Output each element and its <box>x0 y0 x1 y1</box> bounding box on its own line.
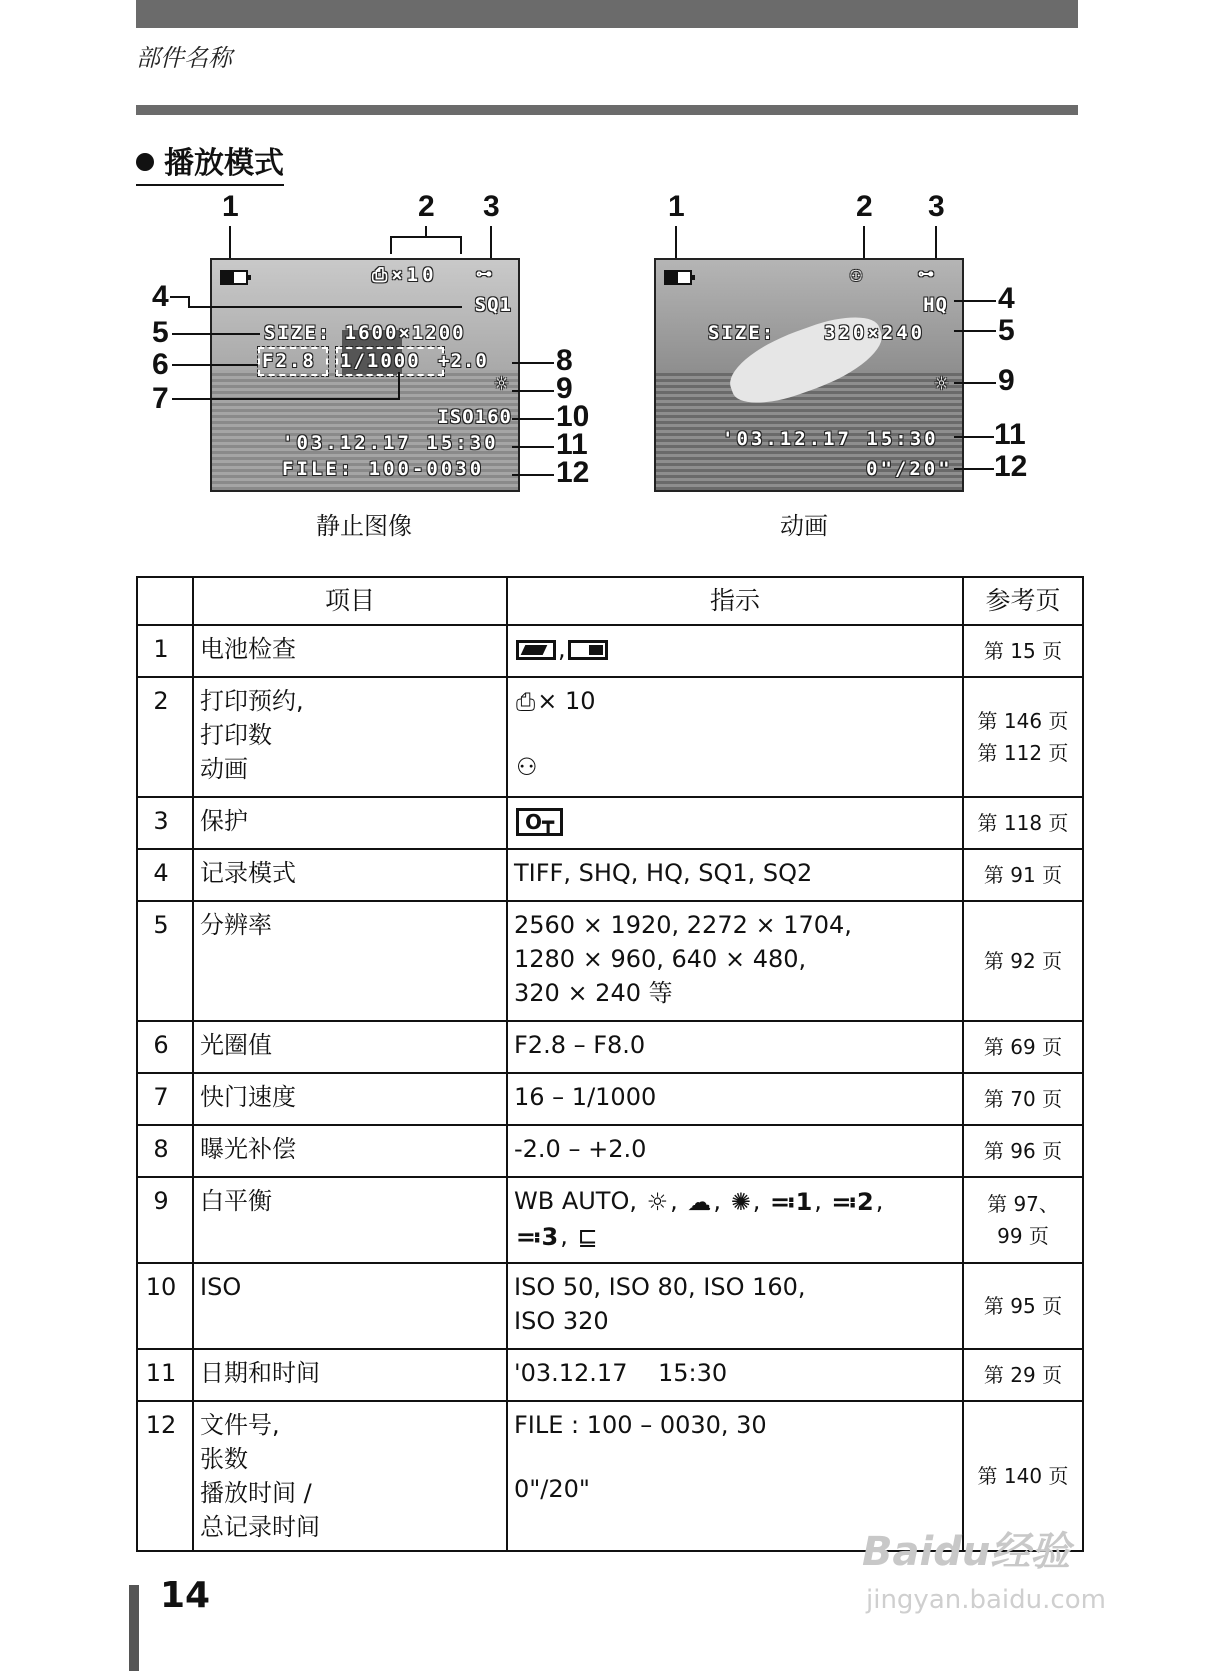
leader <box>425 226 427 238</box>
row-page: 第 15 页 <box>963 625 1083 677</box>
callout-1: 1 <box>222 190 239 223</box>
movie-lcd-screen <box>654 258 964 492</box>
row-item: 日期和时间 <box>193 1349 507 1401</box>
still-lcd-screen <box>210 258 520 492</box>
callout-10: 10 <box>556 400 590 433</box>
callout-5: 5 <box>152 316 169 349</box>
exposure-comp: +2.0 <box>438 350 488 372</box>
leader <box>170 296 188 298</box>
callout-4: 4 <box>152 280 169 313</box>
leader <box>172 398 400 400</box>
section-title: 部件名称 <box>136 44 232 72</box>
row-item <box>193 1401 507 1551</box>
row-indicator-line: 1280 × 960, 640 × 480, <box>514 945 807 973</box>
leader <box>460 236 462 254</box>
reference-table <box>136 576 1084 1552</box>
leader <box>512 390 554 392</box>
one-touch-wb-icon: ⊑ <box>577 1223 598 1251</box>
row-indicator-line: FILE : 100 – 0030, 30 <box>514 1411 767 1439</box>
row-item <box>193 677 507 797</box>
date-time: '03.12.17 15:30 <box>722 428 939 450</box>
callout-2: 2 <box>418 190 435 223</box>
row-indicator-line: 320 × 240 等 <box>514 979 673 1007</box>
row-page: 第 29 页 <box>963 1349 1083 1401</box>
aperture-box <box>258 347 328 376</box>
leader <box>675 226 677 262</box>
table-row <box>137 625 1083 677</box>
protect-key-icon: O┳ <box>516 808 563 836</box>
table-header-row <box>137 577 1083 625</box>
callout-5: 5 <box>998 314 1015 347</box>
callout-12: 12 <box>556 456 590 489</box>
row-number: 7 <box>137 1073 193 1125</box>
callout-3: 3 <box>928 190 945 223</box>
header-page: 参考页 <box>963 577 1083 625</box>
table-row <box>137 849 1083 901</box>
row-number: 4 <box>137 849 193 901</box>
row-number: 5 <box>137 901 193 1021</box>
callout-9: 9 <box>556 372 573 405</box>
table-row <box>137 1073 1083 1125</box>
table-row <box>137 677 1083 797</box>
header-item: 项目 <box>193 577 507 625</box>
row-indicator: '03.12.17 15:30 <box>507 1349 963 1401</box>
shutter-speed: 1/1000 <box>340 350 421 372</box>
row-page: 第 91 页 <box>963 849 1083 901</box>
wb-auto-label: WB AUTO, <box>514 1187 637 1215</box>
callout-11: 11 <box>556 428 588 461</box>
row-number: 9 <box>137 1177 193 1263</box>
mode-title <box>136 138 284 186</box>
row-indicator: 16 – 1/1000 <box>507 1073 963 1125</box>
table-row <box>137 901 1083 1021</box>
battery-icon <box>664 270 692 285</box>
row-page: 第 69 页 <box>963 1021 1083 1073</box>
print-icon: ⎙ <box>516 688 536 716</box>
date-time: '03.12.17 15:30 <box>282 432 499 454</box>
row-number: 6 <box>137 1021 193 1073</box>
row-indicator-line: 2560 × 1920, 2272 × 1704, <box>514 911 852 939</box>
callout-7: 7 <box>152 382 169 415</box>
leader <box>954 468 994 470</box>
table-row <box>137 1177 1083 1263</box>
header-number <box>137 577 193 625</box>
protect-icon: ⊶ <box>918 264 938 283</box>
row-indicator <box>507 797 963 849</box>
table-row <box>137 1263 1083 1349</box>
callout-1: 1 <box>668 190 685 223</box>
leader <box>512 362 554 364</box>
leader <box>172 364 258 366</box>
leader <box>512 474 554 476</box>
row-page-line: 99 页 <box>997 1224 1049 1248</box>
print-count: × 10 <box>537 687 596 715</box>
cloudy-icon: ☁ <box>687 1188 712 1216</box>
row-item-line: 张数 <box>200 1445 248 1473</box>
row-indicator-line: ISO 320 <box>514 1307 609 1335</box>
file-number: FILE: 100-0030 <box>282 458 485 480</box>
movie-icon: ⚇ <box>516 753 538 781</box>
row-number: 10 <box>137 1263 193 1349</box>
table-row <box>137 1349 1083 1401</box>
row-item-line: 总记录时间 <box>200 1513 320 1541</box>
row-item: ISO <box>193 1263 507 1349</box>
watermark-url: jingyan.baidu.com <box>866 1585 1106 1615</box>
print-reserve-indicator <box>372 264 438 286</box>
leader <box>390 236 392 254</box>
header-indicator: 指示 <box>507 577 963 625</box>
mode-title-text: 播放模式 <box>164 146 284 181</box>
header-bar <box>136 0 1078 28</box>
watermark-logo: Baidu经验 <box>862 1529 1071 1575</box>
row-page: 第 70 页 <box>963 1073 1083 1125</box>
row-indicator: WB AUTO, ☼, ☁, ✺, ≕1, ≕2, ≕3, ⊑ <box>507 1177 963 1263</box>
print-icon: ⎙ <box>372 264 392 286</box>
leader <box>863 226 865 258</box>
white-balance-sun-icon: ☼ <box>494 372 508 397</box>
tungsten-icon: ✺ <box>730 1188 751 1216</box>
leader <box>398 372 400 400</box>
callout-2: 2 <box>856 190 873 223</box>
leader <box>954 330 996 332</box>
callout-3: 3 <box>483 190 500 223</box>
table-row <box>137 1021 1083 1073</box>
row-item: 电池检查 <box>193 625 507 677</box>
row-page: 第 95 页 <box>963 1263 1083 1349</box>
battery-full-icon <box>516 640 556 660</box>
iso-value: ISO160 <box>437 406 512 428</box>
fluorescent-1-icon: ≕1 <box>770 1188 813 1216</box>
row-item-line: 动画 <box>200 755 248 783</box>
row-item-line: 文件号, <box>200 1411 280 1439</box>
row-number: 3 <box>137 797 193 849</box>
row-page: 第 92 页 <box>963 901 1083 1021</box>
row-number: 2 <box>137 677 193 797</box>
callout-9: 9 <box>998 364 1015 397</box>
leader <box>935 226 937 262</box>
row-item: 保护 <box>193 797 507 849</box>
divider-bar <box>136 105 1078 115</box>
movie-caption: 动画 <box>780 512 828 540</box>
row-indicator <box>507 625 963 677</box>
leader <box>954 436 994 438</box>
aperture-value: F2.8 <box>262 350 316 372</box>
leader <box>490 226 492 262</box>
still-caption: 静止图像 <box>316 512 412 540</box>
row-indicator: TIFF, SHQ, HQ, SQ1, SQ2 <box>507 849 963 901</box>
page-number: 14 <box>160 1575 211 1616</box>
white-balance-sun-icon: ☼ <box>934 372 948 397</box>
row-page-line: 第 146 页 <box>977 709 1069 733</box>
leader <box>954 300 996 302</box>
row-item: 白平衡 <box>193 1177 507 1263</box>
movie-icon: ⚇ <box>850 262 863 286</box>
row-indicator-line: 0"/20" <box>514 1475 590 1503</box>
leader <box>172 333 260 335</box>
row-indicator <box>507 677 963 797</box>
row-item: 记录模式 <box>193 849 507 901</box>
resolution: 320×240 <box>824 322 926 344</box>
battery-low-icon <box>568 640 608 660</box>
callout-11: 11 <box>994 418 1026 451</box>
callout-6: 6 <box>152 348 169 381</box>
record-mode: HQ <box>923 294 948 316</box>
row-page-line: 第 112 页 <box>977 741 1069 765</box>
row-item: 光圈值 <box>193 1021 507 1073</box>
play-time: 0"/20" <box>866 458 953 480</box>
row-page: 第 140 页 <box>963 1401 1083 1551</box>
row-number: 8 <box>137 1125 193 1177</box>
row-item-line: 打印预约, <box>200 687 304 715</box>
leader <box>229 226 231 262</box>
shutter-box <box>336 347 444 376</box>
row-page-line: 第 97、 <box>987 1192 1059 1216</box>
row-item-line: 打印数 <box>200 721 272 749</box>
size-label: SIZE: <box>708 322 776 344</box>
row-item-line: 播放时间 / <box>200 1479 312 1507</box>
table-row <box>137 797 1083 849</box>
row-number: 12 <box>137 1401 193 1551</box>
row-number: 11 <box>137 1349 193 1401</box>
leader <box>188 306 462 308</box>
protect-icon: ⊶ <box>476 264 496 283</box>
leader <box>954 382 996 384</box>
row-page: 第 96 页 <box>963 1125 1083 1177</box>
row-item: 曝光补偿 <box>193 1125 507 1177</box>
leader <box>512 418 554 420</box>
callout-4: 4 <box>998 282 1015 315</box>
row-item: 分辨率 <box>193 901 507 1021</box>
bullet-icon <box>136 153 154 171</box>
row-indicator <box>507 1263 963 1349</box>
leader <box>512 446 554 448</box>
fluorescent-2-icon: ≕2 <box>831 1188 874 1216</box>
row-number: 1 <box>137 625 193 677</box>
fluorescent-3-icon: ≕3 <box>516 1223 559 1251</box>
row-indicator-line: ISO 50, ISO 80, ISO 160, <box>514 1273 806 1301</box>
print-count: ×10 <box>391 264 438 286</box>
row-indicator: F2.8 – F8.0 <box>507 1021 963 1073</box>
resolution: SIZE: 1600×1200 <box>264 322 466 344</box>
callout-8: 8 <box>556 344 573 377</box>
callout-12: 12 <box>994 450 1028 483</box>
row-page: 第 118 页 <box>963 797 1083 849</box>
separator: , <box>558 635 566 663</box>
table-row <box>137 1125 1083 1177</box>
row-indicator: -2.0 – +2.0 <box>507 1125 963 1177</box>
row-indicator <box>507 901 963 1021</box>
row-page <box>963 677 1083 797</box>
row-page <box>963 1177 1083 1263</box>
battery-icon <box>220 270 248 285</box>
sunny-icon: ☼ <box>646 1188 669 1216</box>
record-mode: SQ1 <box>474 294 512 316</box>
page-edge-bar <box>129 1585 139 1671</box>
row-item: 快门速度 <box>193 1073 507 1125</box>
